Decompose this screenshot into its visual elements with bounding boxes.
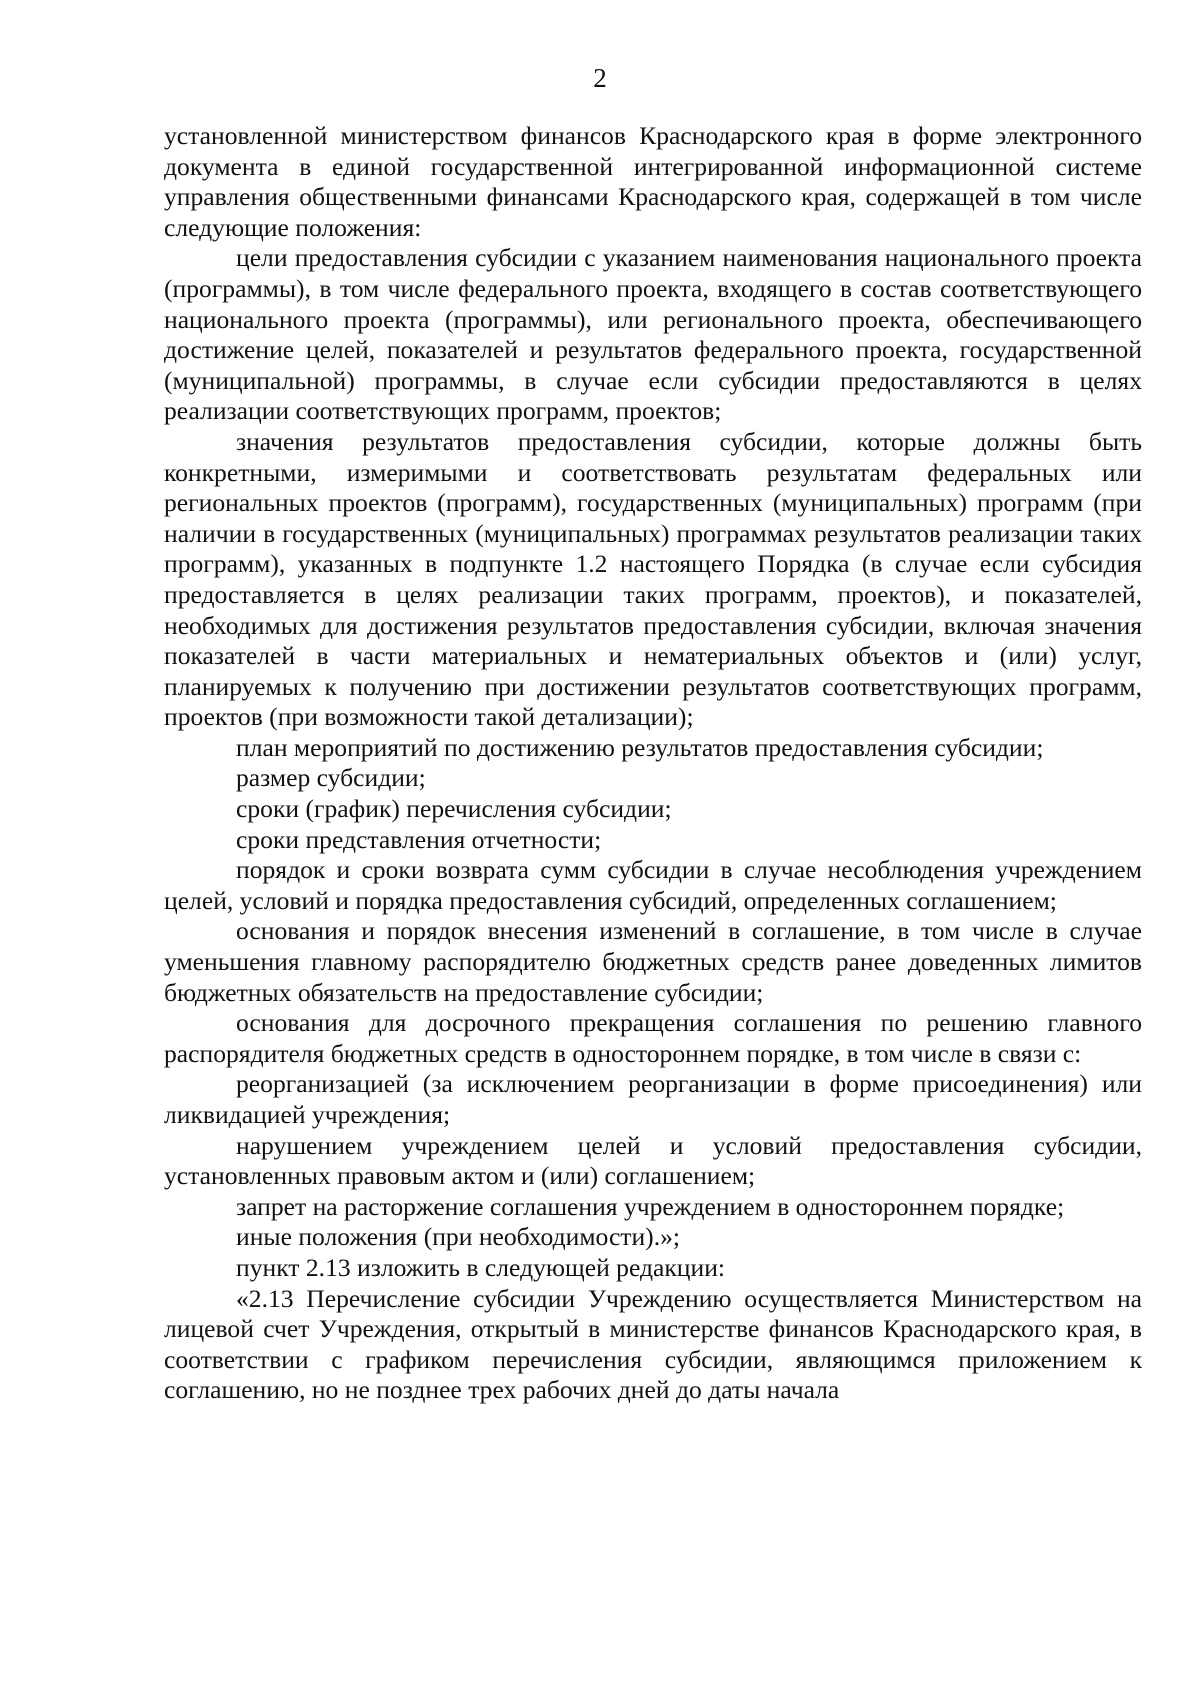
paragraph: сроки представления отчетности; <box>236 824 602 854</box>
paragraph: сроки (график) перечисления субсидии; <box>236 794 672 824</box>
paragraph: иные положения (при необходимости).»; <box>236 1222 681 1252</box>
paragraph: план мероприятий по достижению результатов предоставления субсидии; <box>236 732 1044 762</box>
paragraph: основания для досрочного прекращения соглашения по решению главного распорядителя бюджетных средств в одностороннем порядке, в том числе в связи с: <box>164 1008 1142 1068</box>
paragraph: размер субсидии; <box>236 763 426 793</box>
body-text <box>164 121 1142 1406</box>
paragraph: порядок и сроки возврата сумм субсидии в случае несоблюдения учреждением целей, условий и порядка предоставления субсидий, определенных соглашением; <box>164 855 1142 915</box>
paragraph: запрет на расторжение соглашения учреждением в одностороннем порядке; <box>236 1191 1065 1221</box>
paragraph: нарушением учреждением целей и условий предоставления субсидии, установленных правовым актом и (или) соглашением; <box>164 1130 1142 1191</box>
paragraph: установленной министерством финансов Краснодарского края в форме электронного документа в единой государственной интегрированной информационной системе управления общественными финансами Краснодарского края, содержащей в том числе следующие положения: <box>164 121 1142 242</box>
paragraph: пункт 2.13 изложить в следующей редакции: <box>236 1252 726 1282</box>
paragraph: «2.13 Перечисление субсидии Учреждению осуществляется Министерством на лицевой счет Учреждения, открытый в министерстве финансов Краснодарского края, в соответствии с графиком перечисления субсидии, являющимся приложением к соглашению, но не позднее трех рабочих дней до даты начала <box>164 1283 1142 1405</box>
paragraph: цели предоставления субсидии с указанием наименования национального проекта (программы), в том числе федерального проекта, входящего в состав соответствующего национального проекта (программы), или регионального проекта, обеспечивающего достижение целей, показателей и результатов федерального проекта, государственной (муниципальной) программы, в случае если субсидии предоставляются в целях реализации соответствующих программ, проектов; <box>164 243 1142 426</box>
paragraph: реорганизацией (за исключением реорганизации в форме присоединения) или ликвидацией учреждения; <box>164 1069 1142 1129</box>
paragraph: основания и порядок внесения изменений в соглашение, в том числе в случае уменьшения главному распорядителю бюджетных средств ранее доведенных лимитов бюджетных обязательств на предоставление субсидии; <box>164 916 1142 1007</box>
paragraph: значения результатов предоставления субсидии, которые должны быть конкретными, измеримыми и соответствовать результатам федеральных или региональных проектов (программ), государственных (муниципальных) программ (при наличии в государственных (муниципальных) программах результатов реализации таких программ), указанных в подпункте 1.2 настоящего Порядка (в случае если субсидия предоставляется в целях реализации таких программ, проектов), и показателей, необходимых для достижения результатов предоставления субсидии, включая значения показателей в части материальных и нематериальных объектов и (или) услуг, планируемых к получению при достижении результатов соответствующих программ, проектов (при возможности такой детализации); <box>164 426 1142 732</box>
page-number: 2 <box>593 63 607 93</box>
